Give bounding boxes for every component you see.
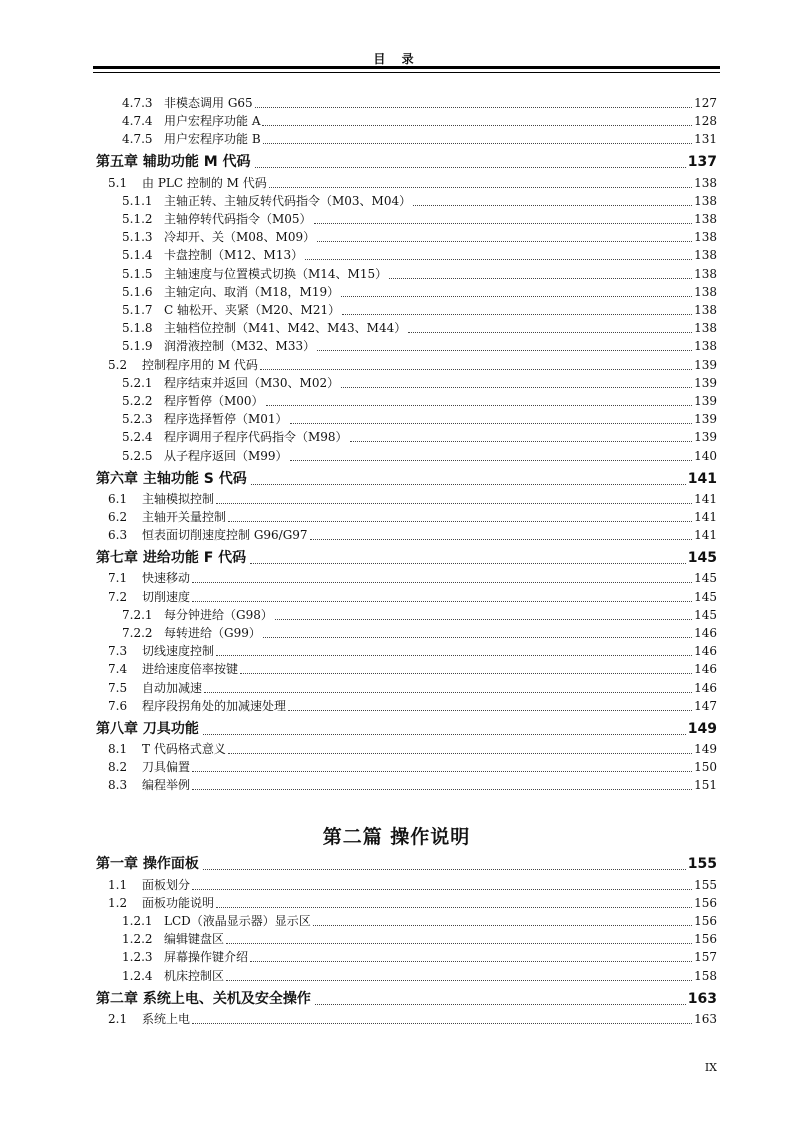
toc-dot-leader xyxy=(250,563,686,564)
toc-entry-row[interactable] xyxy=(108,679,717,696)
toc-dot-leader xyxy=(216,907,692,908)
toc-entry-title: 切线速度控制 xyxy=(142,644,215,659)
toc-entry-number: 5.1.4 xyxy=(122,248,153,263)
toc-dot-leader xyxy=(203,734,686,735)
toc-entry-row[interactable] xyxy=(122,319,717,336)
toc-entry-title: 恒表面切削速度控制 G96/G97 xyxy=(142,528,308,543)
toc-chapter-row[interactable] xyxy=(96,547,717,567)
toc-entry-number: 8.1 xyxy=(108,742,128,756)
toc-entry-title: 机床控制区 xyxy=(164,968,225,983)
toc-entry-row[interactable] xyxy=(108,508,717,525)
toc-entry-number: 5.1.3 xyxy=(122,230,153,245)
toc-dot-leader xyxy=(266,405,693,406)
toc-dot-leader xyxy=(216,503,692,504)
toc-entry-number: 5.1 xyxy=(108,175,128,190)
toc-page-number: 146 xyxy=(694,644,717,659)
toc-page-number: 139 xyxy=(694,375,717,390)
toc-page-number: 158 xyxy=(694,968,717,983)
toc-entry-title: 卡盘控制（M12、M13） xyxy=(164,248,304,263)
toc-entry-row[interactable] xyxy=(108,776,717,793)
toc-entry-title: 程序暂停（M00） xyxy=(164,394,264,408)
toc-entry-row[interactable] xyxy=(108,642,717,659)
toc-page-number: 156 xyxy=(694,914,717,928)
toc-page-number: 157 xyxy=(694,950,717,965)
toc-entry-number: 1.2.1 xyxy=(122,914,153,928)
toc-entry-title: 屏幕操作键介绍 xyxy=(164,950,249,965)
toc-dot-leader xyxy=(192,582,692,583)
toc-entry-number: 7.2.2 xyxy=(122,626,153,640)
toc-entry-title: 主轴模拟控制 xyxy=(142,491,215,506)
toc-entry-title: 面板划分 xyxy=(142,877,191,892)
toc-dot-leader xyxy=(313,925,692,926)
toc-entry-row[interactable] xyxy=(108,660,717,677)
toc-entry-row[interactable] xyxy=(122,94,717,111)
toc-dot-leader xyxy=(226,980,692,981)
toc-page-number: 146 xyxy=(694,626,717,640)
toc-entry-number: 5.2.2 xyxy=(122,394,153,408)
toc-chapter-row[interactable] xyxy=(96,468,717,488)
toc-entry-row[interactable] xyxy=(108,894,717,911)
toc-page-number: 149 xyxy=(694,742,717,756)
toc-dot-leader xyxy=(341,296,692,297)
toc-page-number: 138 xyxy=(694,248,717,263)
toc-entry-row[interactable] xyxy=(108,569,717,586)
toc-entry-title: 从子程序返回（M99） xyxy=(164,448,288,463)
toc-entry-number: 5.1.6 xyxy=(122,284,153,299)
toc-entry-number: 5.2.4 xyxy=(122,430,153,445)
toc-page-number: 138 xyxy=(694,193,717,208)
toc-entry-row[interactable] xyxy=(122,606,717,623)
toc-dot-leader xyxy=(251,484,686,485)
toc-page-number: 128 xyxy=(694,114,717,129)
toc-entry-row[interactable] xyxy=(122,301,717,318)
toc-entry-title: 控制程序用的 M 代码 xyxy=(142,357,258,372)
toc-entry-row[interactable] xyxy=(122,130,717,147)
toc-page-number: 145 xyxy=(694,571,717,586)
toc-page-number: 131 xyxy=(694,132,717,147)
toc-entry-number: 6.1 xyxy=(108,491,128,506)
toc-dot-leader xyxy=(192,601,692,602)
toc-page-number: 138 xyxy=(694,284,717,299)
toc-page-number: 138 xyxy=(694,339,717,354)
toc-dot-leader xyxy=(275,619,692,620)
toc-entry-row[interactable] xyxy=(122,428,717,445)
toc-entry-row[interactable] xyxy=(108,1010,717,1027)
toc-entry-title: 冷却开、关（M08、M09） xyxy=(164,230,316,245)
toc-page-number: 155 xyxy=(694,877,717,892)
toc-page-number: 145 xyxy=(694,589,717,604)
toc-page-number: 141 xyxy=(694,510,717,524)
toc-chapter-row[interactable] xyxy=(96,853,717,873)
toc-entry-title: 第二章 系统上电、关机及安全操作 xyxy=(96,990,311,1007)
toc-dot-leader xyxy=(408,332,692,333)
toc-page-number: 156 xyxy=(694,895,717,910)
toc-page-number: 139 xyxy=(694,394,717,408)
toc-entry-number: 5.2.5 xyxy=(122,448,153,463)
toc-page-number: 137 xyxy=(687,154,717,171)
toc-entry-number: 5.2.3 xyxy=(122,412,153,427)
toc-dot-leader xyxy=(314,223,693,224)
toc-entry-title: 非模态调用 G65 xyxy=(164,96,253,110)
toc-dot-leader xyxy=(317,350,692,351)
toc-page-number: 139 xyxy=(694,412,717,427)
toc-dot-leader xyxy=(203,869,686,870)
toc-entry-row[interactable] xyxy=(122,447,717,464)
toc-entry-number: 4.7.3 xyxy=(122,96,153,110)
toc-dot-leader xyxy=(290,423,693,424)
page-header-title: 目 录 xyxy=(373,52,420,66)
toc-entry-title: 主轴速度与位置模式切换（M14、M15） xyxy=(164,266,388,281)
toc-entry-title: 每分钟进给（G98） xyxy=(164,607,273,622)
toc-entry-title: C 轴松开、夹紧（M20、M21） xyxy=(164,303,341,317)
toc-entry-title: 程序结束并返回（M30、M02） xyxy=(164,375,340,390)
toc-entry-title: LCD（液晶显示器）显示区 xyxy=(164,914,311,928)
toc-entry-row[interactable] xyxy=(122,246,717,263)
toc-entry-title: 第七章 进给功能 F 代码 xyxy=(96,550,247,567)
toc-entry-number: 7.2.1 xyxy=(122,607,153,622)
toc-dot-leader xyxy=(341,387,692,388)
toc-page-number: 141 xyxy=(694,528,717,543)
toc-entry-number: 2.1 xyxy=(108,1011,128,1026)
toc-entry-number: 5.1.2 xyxy=(122,212,153,226)
toc-entry-title: 编辑键盘区 xyxy=(164,932,225,947)
toc-entry-row[interactable] xyxy=(122,265,717,282)
toc-dot-leader xyxy=(305,259,692,260)
toc-entry-number: 1.2.4 xyxy=(122,968,153,983)
toc-chapter-row[interactable] xyxy=(96,718,717,738)
toc-chapter-row[interactable] xyxy=(96,988,717,1008)
toc-entry-title: 程序调用子程序代码指令（M98） xyxy=(164,430,348,445)
toc-page-number: 138 xyxy=(694,175,717,190)
toc-page-number: 156 xyxy=(694,932,717,947)
toc-entry-row[interactable] xyxy=(108,526,717,543)
toc-entry-number: 5.1.1 xyxy=(122,193,153,208)
toc-entry-number: 7.1 xyxy=(108,571,128,586)
toc-entry-number: 1.2 xyxy=(108,895,128,910)
toc-page-number: 163 xyxy=(694,1011,717,1026)
toc-entry-row[interactable] xyxy=(122,374,717,391)
toc-dot-leader xyxy=(192,1023,692,1024)
toc-entry-title: 系统上电 xyxy=(142,1011,191,1026)
toc-entry-title: 切削速度 xyxy=(142,589,191,604)
toc-entry-title: 快速移动 xyxy=(142,571,191,586)
toc-entry-number: 1.2.2 xyxy=(122,932,153,947)
toc-entry-number: 5.2 xyxy=(108,357,128,372)
toc-page-number: 146 xyxy=(694,662,717,677)
toc-page-number: 163 xyxy=(687,990,717,1007)
toc-chapter-row[interactable] xyxy=(96,151,717,171)
toc-entry-title: 润滑液控制（M32、M33） xyxy=(164,339,316,354)
toc-entry-row[interactable] xyxy=(108,740,717,757)
toc-entry-title: 主轴停转代码指令（M05） xyxy=(164,212,312,226)
toc-entry-title: 主轴定向、取消（M18，M19） xyxy=(164,284,340,299)
toc-entry-number: 4.7.4 xyxy=(122,114,153,129)
toc-dot-leader xyxy=(342,314,692,315)
toc-entry-row[interactable] xyxy=(108,490,717,507)
toc-dot-leader xyxy=(250,961,692,962)
toc-page-number: 145 xyxy=(687,550,717,567)
toc-entry-number: 1.2.3 xyxy=(122,950,153,965)
header-rule-thin xyxy=(93,72,720,73)
toc-entry-title: 第一章 操作面板 xyxy=(96,856,199,873)
toc-dot-leader xyxy=(263,637,692,638)
toc-page-number: 140 xyxy=(694,448,717,463)
toc-page-number: 151 xyxy=(694,778,717,793)
toc-page-number: 155 xyxy=(687,856,717,873)
toc-entry-row[interactable] xyxy=(122,112,717,129)
toc-entry-row[interactable] xyxy=(122,624,717,641)
toc-entry-title: 刀具偏置 xyxy=(142,760,191,775)
toc-page-number: 147 xyxy=(694,698,717,713)
toc-entry-number: 5.1.7 xyxy=(122,303,153,317)
toc-entry-title: 进给速度倍率按键 xyxy=(142,662,239,677)
toc-entry-title: 主轴档位控制（M41、M42、M43、M44） xyxy=(164,321,407,336)
header-rule-thick xyxy=(93,66,720,69)
toc-entry-row[interactable] xyxy=(122,410,717,427)
toc-dot-leader xyxy=(288,710,692,711)
toc-entry-row[interactable] xyxy=(122,948,717,965)
toc-page-number: 138 xyxy=(694,212,717,226)
toc-entry-number: 7.4 xyxy=(108,662,128,677)
toc-entry-number: 6.2 xyxy=(108,510,128,524)
toc-page-number: 138 xyxy=(694,230,717,245)
toc-entry-row[interactable] xyxy=(122,392,717,409)
toc-page-number: 138 xyxy=(694,303,717,317)
toc-entry-title: 由 PLC 控制的 M 代码 xyxy=(142,175,267,190)
toc-entry-number: 6.3 xyxy=(108,528,128,543)
toc-page-number: 139 xyxy=(694,357,717,372)
toc-entry-title: 编程举例 xyxy=(142,778,191,793)
toc-dot-leader xyxy=(192,889,692,890)
toc-dot-leader xyxy=(389,278,692,279)
toc-entry-title: T 代码格式意义 xyxy=(142,742,226,756)
toc-entry-number: 5.1.5 xyxy=(122,266,153,281)
toc-entry-title: 主轴开关量控制 xyxy=(142,510,227,524)
toc-page-number: 150 xyxy=(694,760,717,775)
toc-entry-row[interactable] xyxy=(108,588,717,605)
toc-entry-title: 第八章 刀具功能 xyxy=(96,720,199,737)
toc-dot-leader xyxy=(216,655,692,656)
toc-entry-title: 自动加减速 xyxy=(142,680,203,695)
toc-page-number: 139 xyxy=(694,430,717,445)
toc-entry-row[interactable] xyxy=(122,192,717,209)
toc-entry-row[interactable] xyxy=(122,337,717,354)
toc-dot-leader xyxy=(317,241,692,242)
toc-entry-number: 8.3 xyxy=(108,778,128,793)
toc-page-number: 138 xyxy=(694,266,717,281)
toc-dot-leader xyxy=(262,125,692,126)
toc-entry-title: 程序段拐角处的加减速处理 xyxy=(142,698,287,713)
toc-entry-number: 5.2.1 xyxy=(122,375,153,390)
toc-dot-leader xyxy=(255,167,686,168)
toc-entry-title: 程序选择暂停（M01） xyxy=(164,412,288,427)
toc-dot-leader xyxy=(192,771,692,772)
toc-dot-leader xyxy=(192,789,692,790)
toc-dot-leader xyxy=(260,369,692,370)
toc-entry-title: 主轴正转、主轴反转代码指令（M03、M04） xyxy=(164,193,412,208)
toc-entry-row[interactable] xyxy=(108,758,717,775)
toc-entry-title: 用户宏程序功能 A xyxy=(164,114,261,129)
toc-entry-number: 8.2 xyxy=(108,760,128,775)
toc-page-number: 146 xyxy=(694,680,717,695)
toc-entry-title: 用户宏程序功能 B xyxy=(164,132,261,147)
toc-entry-row[interactable] xyxy=(108,876,717,893)
toc-entry-number: 5.1.8 xyxy=(122,321,153,336)
toc-entry-row[interactable] xyxy=(108,697,717,714)
toc-entry-number: 4.7.5 xyxy=(122,132,153,147)
toc-page-number: 127 xyxy=(694,96,717,110)
toc-dot-leader xyxy=(310,539,693,540)
toc-entry-row[interactable] xyxy=(108,174,717,191)
toc-entry-number: 7.6 xyxy=(108,698,128,713)
toc-dot-leader xyxy=(228,753,692,754)
toc-entry-title: 第五章 辅助功能 M 代码 xyxy=(96,154,251,171)
toc-entry-title: 每转进给（G99） xyxy=(164,626,261,640)
toc-dot-leader xyxy=(269,187,692,188)
toc-entry-number: 1.1 xyxy=(108,877,128,892)
part-heading: 第二篇 操作说明 xyxy=(322,826,471,849)
toc-entry-number: 5.1.9 xyxy=(122,339,153,354)
toc-entry-row[interactable] xyxy=(122,930,717,947)
toc-entry-number: 7.5 xyxy=(108,680,128,695)
toc-dot-leader xyxy=(315,1004,686,1005)
toc-dot-leader xyxy=(240,673,692,674)
toc-entry-row[interactable] xyxy=(122,967,717,984)
toc-entry-row[interactable] xyxy=(108,356,717,373)
toc-dot-leader xyxy=(350,441,693,442)
toc-page-number: 141 xyxy=(687,470,717,487)
toc-dot-leader xyxy=(204,692,692,693)
toc-entry-title: 面板功能说明 xyxy=(142,895,215,910)
toc-entry-number: 7.3 xyxy=(108,644,128,659)
toc-dot-leader xyxy=(290,460,693,461)
toc-dot-leader xyxy=(226,943,692,944)
toc-dot-leader xyxy=(255,107,692,108)
toc-entry-row[interactable] xyxy=(122,912,717,929)
toc-page-number: 149 xyxy=(687,720,717,737)
toc-entry-number: 7.2 xyxy=(108,589,128,604)
toc-page-number: 138 xyxy=(694,321,717,336)
toc-page-number: 145 xyxy=(694,607,717,622)
toc-page-number: 141 xyxy=(694,491,717,506)
toc-dot-leader xyxy=(263,143,692,144)
footer-page-number: IX xyxy=(704,1061,717,1074)
toc-entry-row[interactable] xyxy=(122,228,717,245)
toc-dot-leader xyxy=(228,521,692,522)
toc-entry-title: 第六章 主轴功能 S 代码 xyxy=(96,470,247,487)
toc-dot-leader xyxy=(413,205,692,206)
toc-entry-row[interactable] xyxy=(122,283,717,300)
toc-entry-row[interactable] xyxy=(122,210,717,227)
